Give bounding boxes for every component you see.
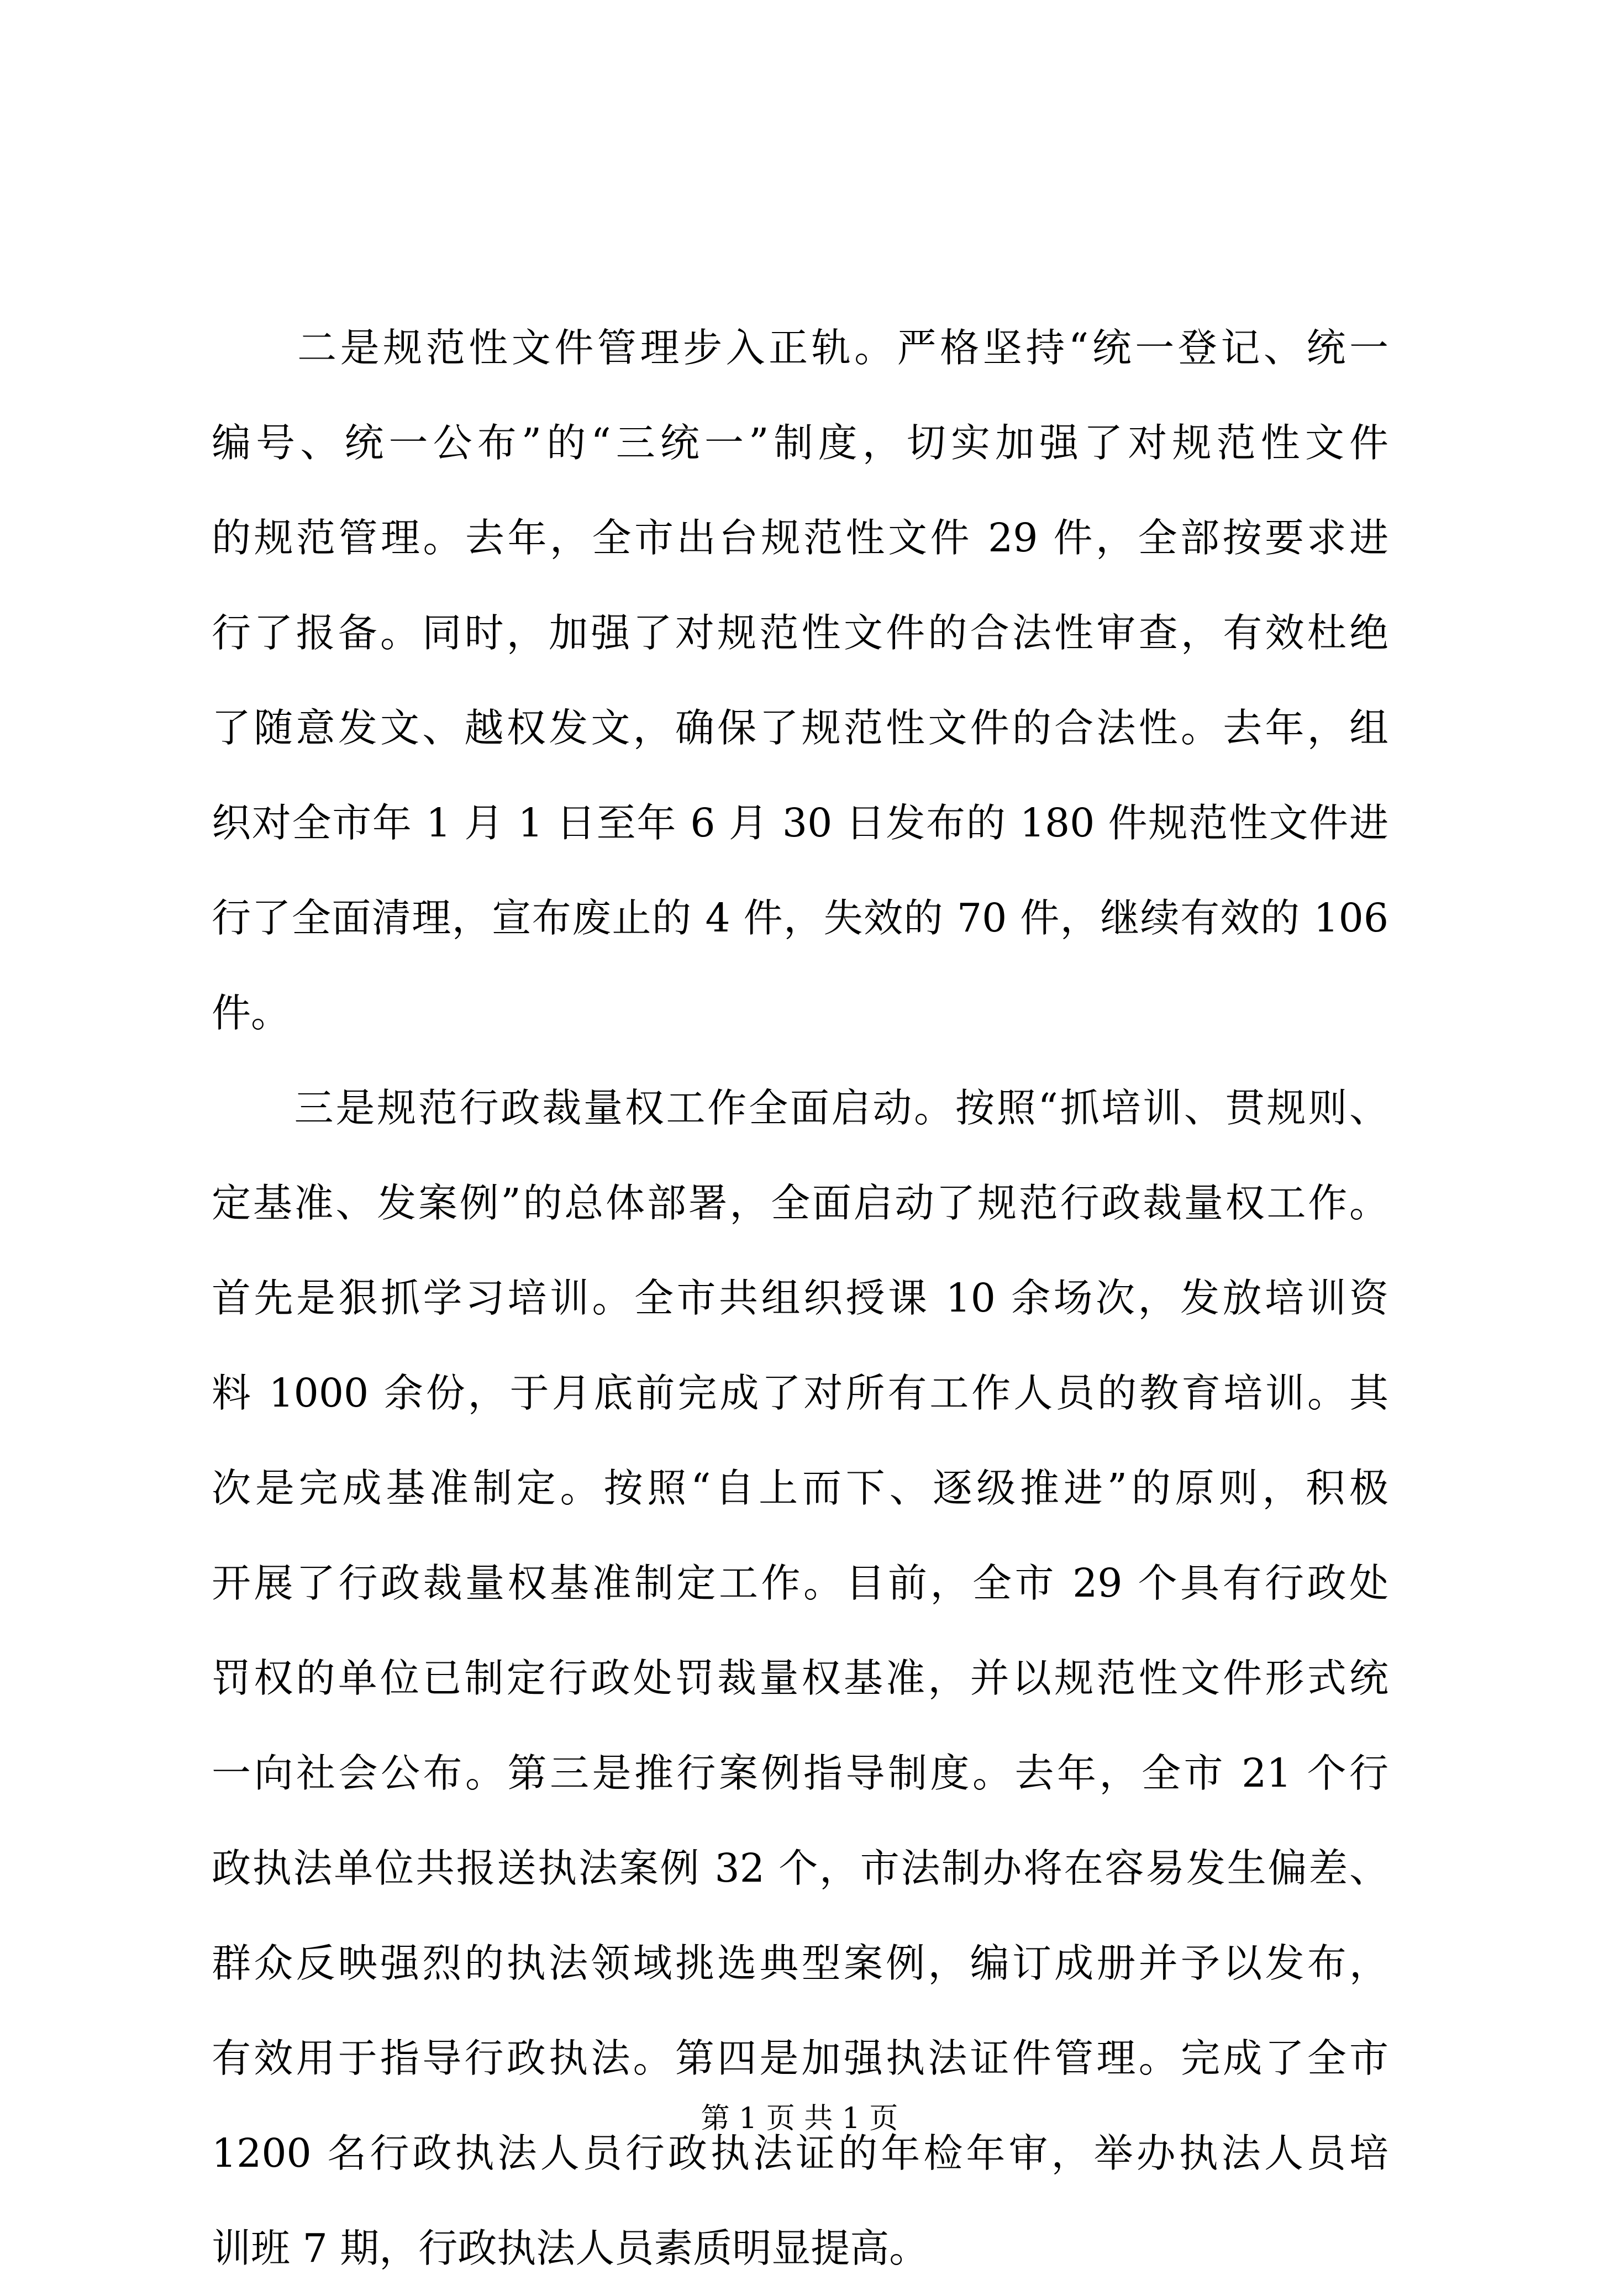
text-line: 行了报备。同时，加强了对规范性文件的合法性审查，有效杜绝 — [212, 610, 1388, 656]
document-body — [212, 301, 1388, 2296]
text-line: 一向社会公布。第三是推行案例指导制度。去年，全市 21 个行 — [212, 1750, 1388, 1796]
text-line: 政执法单位共报送执法案例 32 个，市法制办将在容易发生偏差、 — [212, 1845, 1388, 1891]
paragraph-1 — [212, 301, 1388, 1061]
text-line: 织对全市年 1 月 1 日至年 6 月 30 日发布的 180 件规范性文件进 — [212, 800, 1388, 846]
text-line: 开展了行政裁量权基准制定工作。目前，全市 29 个具有行政处 — [212, 1560, 1388, 1606]
page-footer: 第 1 页 共 1 页 — [701, 2102, 898, 2135]
text-line: 的规范管理。去年，全市出台规范性文件 29 件，全部按要求进 — [212, 515, 1388, 561]
text-line: 群众反映强烈的执法领域挑选典型案例，编订成册并予以发布， — [212, 1940, 1388, 1986]
text-line: 罚权的单位已制定行政处罚裁量权基准，并以规范性文件形式统 — [212, 1655, 1388, 1701]
text-line: 二是规范性文件管理步入正轨。严格坚持“统一登记、统一 — [212, 325, 1388, 371]
text-line: 次是完成基准制定。按照“自上而下、逐级推进”的原则，积极 — [212, 1465, 1388, 1511]
text-line: 行了全面清理，宣布废止的 4 件，失效的 70 件，继续有效的 106 — [212, 895, 1388, 941]
text-line: 件。 — [212, 990, 291, 1036]
text-line: 三是规范行政裁量权工作全面启动。按照“抓培训、贯规则、 — [212, 1085, 1388, 1131]
text-line: 定基准、发案例”的总体部署，全面启动了规范行政裁量权工作。 — [212, 1180, 1388, 1226]
text-line: 1200 名行政执法人员行政执法证的年检年审，举办执法人员培 — [212, 2130, 1388, 2176]
text-line: 编号、统一公布”的“三统一”制度，切实加强了对规范性文件 — [212, 420, 1388, 466]
text-line: 料 1000 余份，于月底前完成了对所有工作人员的教育培训。其 — [212, 1370, 1388, 1416]
text-line: 了随意发文、越权发文，确保了规范性文件的合法性。去年，组 — [212, 705, 1388, 751]
text-line: 首先是狠抓学习培训。全市共组织授课 10 余场次，发放培训资 — [212, 1275, 1388, 1321]
text-line: 训班 7 期，行政执法人员素质明显提高。 — [212, 2225, 929, 2271]
text-line: 有效用于指导行政执法。第四是加强执法证件管理。完成了全市 — [212, 2035, 1388, 2081]
